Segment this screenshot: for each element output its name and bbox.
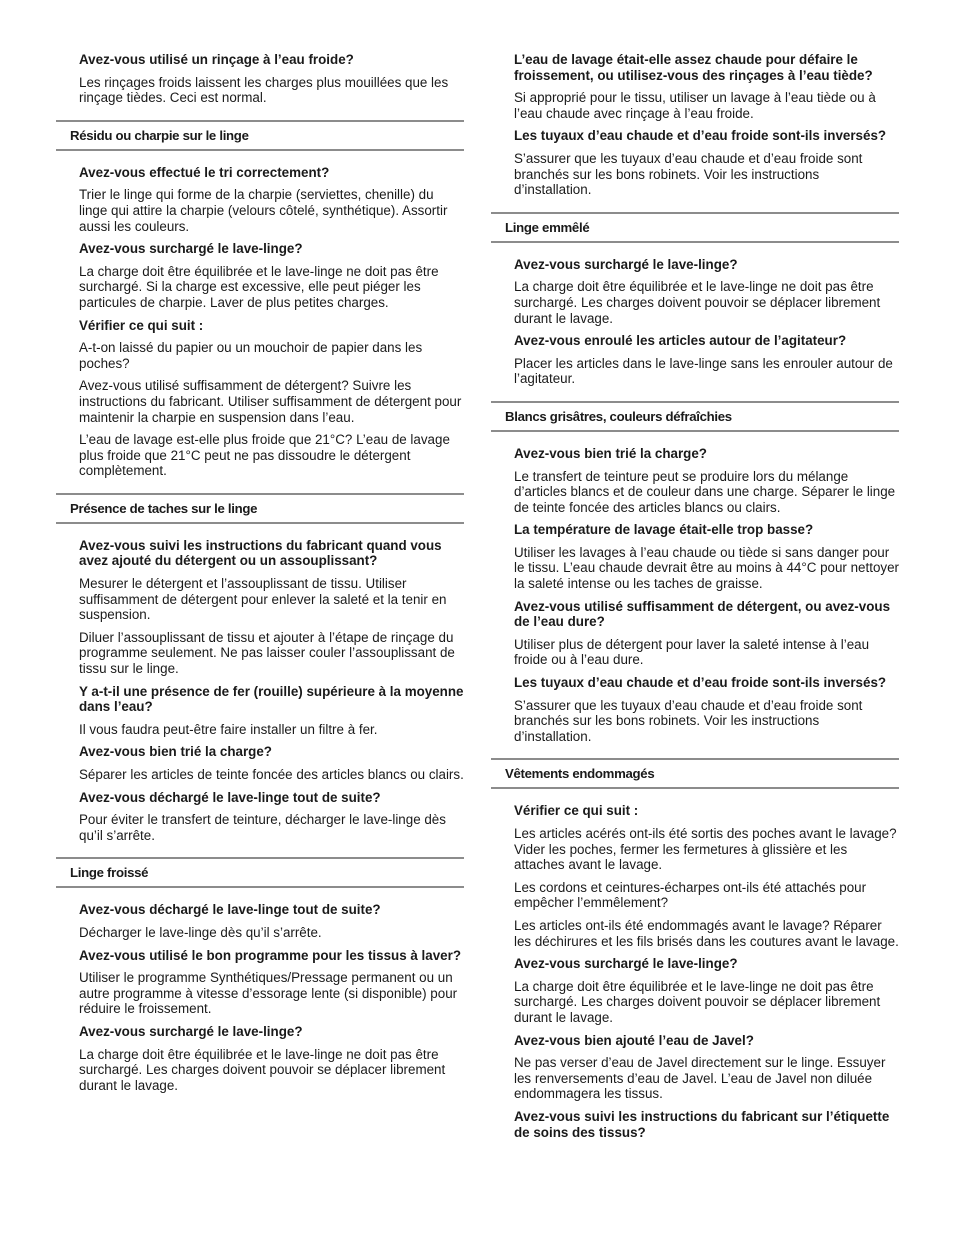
question-text: Avez-vous surchargé le lave-linge?	[514, 256, 738, 272]
question-text: Y a-t-il une présence de fer (rouille) supérieure à la moyenne dans l’eau?	[79, 683, 464, 715]
question-text: Vérifier ce qui suit :	[514, 803, 639, 819]
question-text: La température de lavage était-elle trop basse?	[514, 522, 814, 538]
answer-text: Utiliser plus de détergent pour laver la saleté intense à l’eau froide ou à l’eau dure.	[514, 636, 870, 668]
section-items	[491, 803, 899, 1140]
answer-text: A-t-on laissé du papier ou un mouchoir de papier dans les poches?	[79, 340, 423, 371]
question-text: Avez-vous utilisé un rinçage à l’eau froide?	[79, 52, 354, 67]
section-items	[56, 165, 464, 479]
question-text: Avez-vous bien trié la charge?	[514, 445, 707, 461]
answer-text: Ne pas verser d’eau de Javel directement sur le linge. Essuyer les renversements d’eau de Javel. L’eau de Javel non diluée endommagera les tissus.	[514, 1055, 886, 1102]
section-heading: Blancs grisâtres, couleurs défraîchies	[491, 401, 899, 432]
section-heading: Vêtements endommagés	[491, 758, 899, 789]
section-items	[491, 257, 899, 387]
question-text: Avez-vous surchargé le lave-linge?	[514, 956, 738, 972]
question-text: Avez-vous utilisé le bon programme pour les tissus à laver?	[79, 947, 461, 963]
answer-text: Avez-vous utilisé suffisamment de détergent? Suivre les instructions du fabricant. Utiliser suffisamment de détergent pour maintenir la charpie en suspension dans l’eau.	[79, 378, 462, 425]
troubleshooting-section	[56, 493, 464, 844]
question-text: Les tuyaux d’eau chaude et d’eau froide sont-ils inversés?	[514, 675, 887, 691]
answer-text: Placer les articles dans le lave-linge sans les enrouler autour de l’agitateur.	[514, 355, 893, 387]
troubleshooting-section	[491, 52, 899, 198]
answer-text: Les rinçages froids laissent les charges plus mouillées que les rinçage tièdes. Ceci est normal.	[79, 74, 449, 106]
question-text: Avez-vous utilisé suffisamment de détergent, ou avez-vous de l’eau dure?	[514, 598, 891, 630]
answer-text: La charge doit être équilibrée et le lave-linge ne doit pas être surchargé. Les charges doivent pouvoir se déplacer librement durant le lavage.	[79, 1046, 446, 1093]
troubleshooting-section	[491, 758, 899, 1140]
answer-text: Décharger le lave-linge dès qu’il s’arrête.	[79, 924, 322, 940]
answer-text: Pour éviter le transfert de teinture, décharger le lave-linge dès qu’il s’arrête.	[79, 812, 446, 843]
section-items	[56, 52, 464, 106]
left-column	[56, 52, 464, 1093]
question-text: Avez-vous déchargé le lave-linge tout de suite?	[79, 789, 381, 805]
answer-text: Les articles ont-ils été endommagés avant le lavage? Réparer les déchirures et les fils brisés dans les coutures avant le lavage.	[514, 917, 899, 949]
answer-text: La charge doit être équilibrée et le lave-linge ne doit pas être surchargé. Si la charge est excessive, elle peut piéger les particules de charpie. Laver de plus petites charges.	[79, 263, 439, 310]
right-column	[491, 52, 899, 1147]
question-text: Avez-vous surchargé le lave-linge?	[79, 241, 303, 257]
answer-text: Les cordons et ceintures-écharpes ont-ils été attachés pour empêcher l’emmêlement?	[514, 879, 867, 911]
answer-text: Les articles acérés ont-ils été sortis des poches avant le lavage? Vider les poches, fermer les fermetures à glissière et les attaches avant le lavage.	[514, 826, 897, 873]
answer-text: Trier le linge qui forme de la charpie (serviettes, chenille) du linge qui attire la charpie (velours côtelé, synthétique). Assortir aussi les couleurs.	[79, 187, 448, 234]
question-text: Les tuyaux d’eau chaude et d’eau froide sont-ils inversés?	[514, 128, 887, 144]
answer-text: La charge doit être équilibrée et le lave-linge ne doit pas être surchargé. Les charges doivent pouvoir se déplacer librement durant le lavage.	[514, 978, 881, 1025]
troubleshooting-section	[56, 120, 464, 479]
section-items	[491, 52, 899, 198]
section-heading: Linge froissé	[56, 857, 464, 888]
answer-text: Utiliser le programme Synthétiques/Pressage permanent ou un autre programme à vitesse d’essorage lente (si disponible) pour réduire le froissement.	[79, 970, 458, 1017]
answer-text: S’assurer que les tuyaux d’eau chaude et d’eau froide sont branchés sur les bons robinets. Voir les instructions d’installation.	[514, 697, 863, 744]
question-text: Avez-vous suivi les instructions du fabricant sur l’étiquette de soins des tissus?	[514, 1108, 890, 1140]
troubleshooting-section	[56, 857, 464, 1093]
answer-text: Diluer l’assouplissant de tissu et ajouter à l’étape de rinçage du programme seulement. Ne pas laisser couler l’assouplissant de tissu sur le linge.	[79, 629, 455, 677]
section-items	[56, 538, 464, 844]
question-text: Avez-vous enroulé les articles autour de l’agitateur?	[514, 333, 847, 349]
section-heading: Linge emmêlé	[491, 212, 899, 243]
question-text: Avez-vous surchargé le lave-linge?	[79, 1023, 303, 1039]
answer-text: S’assurer que les tuyaux d’eau chaude et d’eau froide sont branchés sur les bons robinets. Voir les instructions d’installation.	[514, 150, 863, 198]
answer-text: Si approprié pour le tissu, utiliser un lavage à l’eau tiède ou à l’eau chaude avec rinçage à l’eau froide.	[514, 90, 876, 121]
question-text: Avez-vous effectué le tri correctement?	[79, 164, 330, 180]
question-text: Vérifier ce qui suit :	[79, 317, 204, 333]
section-heading: Résidu ou charpie sur le linge	[56, 120, 464, 151]
question-text: Avez-vous déchargé le lave-linge tout de suite?	[79, 902, 381, 918]
troubleshooting-section	[56, 52, 464, 106]
section-heading: Présence de taches sur le linge	[56, 493, 464, 524]
answer-text: L’eau de lavage est-elle plus froide que 21°C? L’eau de lavage plus froide que 21°C peut ne pas dissoudre le détergent complètement.	[79, 432, 450, 479]
section-items	[56, 902, 464, 1093]
answer-text: Il vous faudra peut-être faire installer un filtre à fer.	[79, 721, 378, 737]
answer-text: Utiliser les lavages à l’eau chaude ou tiède si sans danger pour le tissu. L’eau chaude devrait être au moins à 44°C pour nettoyer la saleté intense ou les taches de graisse.	[514, 544, 899, 592]
section-items	[491, 446, 899, 745]
answer-text: Séparer les articles de teinte foncée des articles blancs ou clairs.	[79, 767, 464, 782]
question-text: L’eau de lavage était-elle assez chaude pour défaire le froissement, ou utilisez-vous des rinçages à l’eau tiède?	[514, 52, 873, 83]
answer-text: La charge doit être équilibrée et le lave-linge ne doit pas être surchargé. Les charges doivent pouvoir se déplacer librement durant le lavage.	[514, 279, 881, 326]
question-text: Avez-vous bien trié la charge?	[79, 744, 272, 760]
question-text: Avez-vous bien ajouté l’eau de Javel?	[514, 1032, 754, 1048]
troubleshooting-section	[491, 212, 899, 387]
troubleshooting-section	[491, 401, 899, 745]
answer-text: Le transfert de teinture peut se produire lors du mélange d’articles blancs et de couleur dans une charge. Séparer le linge de teinte foncée des articles blancs ou clairs.	[514, 468, 896, 515]
question-text: Avez-vous suivi les instructions du fabricant quand vous avez ajouté du détergent ou un assouplissant?	[79, 537, 442, 569]
answer-text: Mesurer le détergent et l’assouplissant de tissu. Utiliser suffisamment de détergent pour enlever la saleté et la tenir en suspension.	[79, 576, 447, 623]
